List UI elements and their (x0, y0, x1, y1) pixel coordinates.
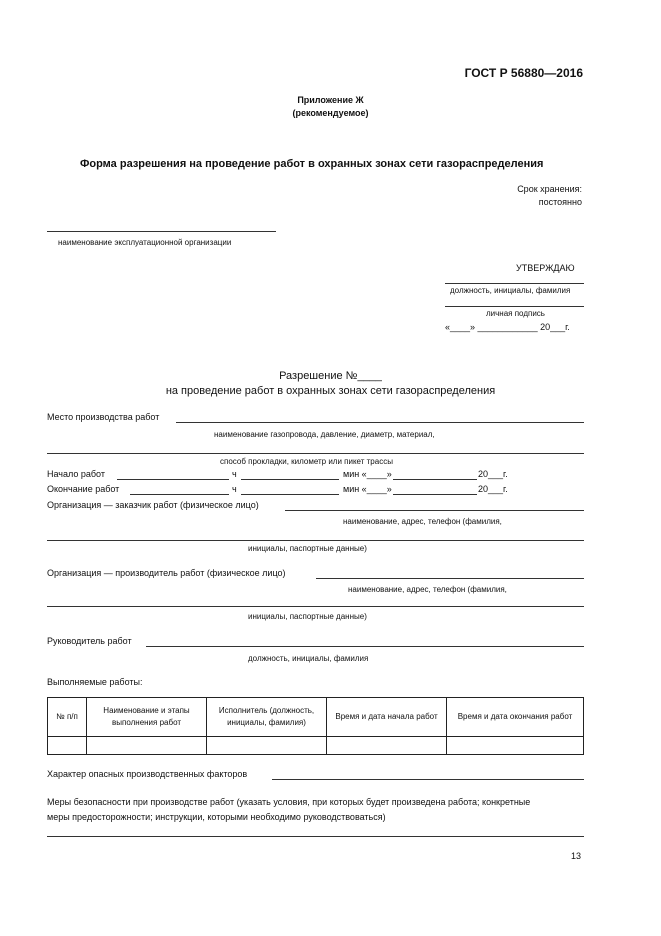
table-header-start-time: Время и дата начала работ (327, 698, 447, 737)
permit-title: Разрешение №____ (279, 370, 382, 382)
place-caption-2: способ прокладки, километр или пикет трассы (220, 457, 393, 466)
end-min: мин «____» (343, 484, 392, 494)
appendix-title: Приложение Ж (297, 95, 364, 105)
table-header-end-time: Время и дата окончания работ (447, 698, 584, 737)
end-month-line (393, 494, 477, 495)
safety-text: Меры безопасности при производстве работ (указать условия, при которых будет произведена работа; конкретные (47, 797, 531, 807)
start-hour-line (241, 479, 339, 480)
safety-line (47, 836, 584, 837)
contractor-caption: наименование, адрес, телефон (фамилия, (348, 585, 507, 594)
start-min: мин «____» (343, 469, 392, 479)
table-header-work-name: Наименование и этапы выполнения работ (87, 698, 207, 737)
contractor-line-2 (47, 606, 584, 607)
start-label: Начало работ (47, 469, 105, 479)
works-label: Выполняемые работы: (47, 677, 143, 687)
safety-text-2: меры предосторожности; инструкции, которыми необходимо руководствоваться) (47, 812, 386, 822)
place-line (176, 422, 584, 423)
start-month-line (393, 479, 477, 480)
table-cell[interactable] (447, 737, 584, 755)
customer-caption: наименование, адрес, телефон (фамилия, (343, 517, 502, 526)
customer-label: Организация — заказчик работ (физическое лицо) (47, 500, 259, 510)
customer-caption-2: инициалы, паспортные данные) (248, 544, 367, 553)
end-year: 20___г. (478, 484, 508, 494)
head-caption: должность, инициалы, фамилия (248, 654, 369, 663)
storage-value: постоянно (538, 197, 582, 207)
head-line (146, 646, 584, 647)
hazards-line (272, 779, 584, 780)
permit-subtitle: на проведение работ в охранных зонах сети газораспределения (165, 385, 496, 397)
approval-date: «____» ____________ 20___г. (445, 322, 570, 332)
start-hour: ч (232, 469, 237, 479)
start-date-line (117, 479, 229, 480)
place-label: Место производства работ (47, 412, 160, 422)
table-header-executor: Исполнитель (должность, инициалы, фамилия) (207, 698, 327, 737)
contractor-label: Организация — производитель работ (физическое лицо) (47, 568, 286, 578)
hazards-label: Характер опасных производственных факторов (47, 769, 248, 779)
storage-label: Срок хранения: (517, 184, 582, 194)
table-row (48, 737, 584, 755)
approval-signature-line (445, 306, 584, 307)
approval-signature-caption: личная подпись (486, 309, 545, 318)
organization-caption: наименование эксплуатационной организации (58, 238, 232, 247)
organization-line (47, 231, 276, 232)
customer-line (285, 510, 584, 511)
customer-line-2 (47, 540, 584, 541)
approval-title: УТВЕРЖДАЮ (516, 263, 575, 273)
end-hour-line (241, 494, 339, 495)
end-date-line (130, 494, 229, 495)
contractor-caption-2: инициалы, паспортные данные) (248, 612, 367, 621)
end-label: Окончание работ (47, 484, 120, 494)
standard-number: ГОСТ Р 56880—2016 (464, 66, 583, 80)
appendix-subtitle: (рекомендуемое) (292, 108, 369, 118)
table-cell[interactable] (87, 737, 207, 755)
table-cell[interactable] (327, 737, 447, 755)
page-number: 13 (571, 851, 582, 861)
table-header-number: № п/п (48, 698, 87, 737)
place-caption: наименование газопровода, давление, диаметр, материал, (214, 430, 435, 439)
approval-position-line (445, 283, 584, 284)
table-cell[interactable] (207, 737, 327, 755)
contractor-line (316, 578, 584, 579)
table-cell[interactable] (48, 737, 87, 755)
start-year: 20___г. (478, 469, 508, 479)
approval-position-caption: должность, инициалы, фамилия (450, 286, 571, 295)
table-header-row (48, 698, 584, 737)
works-table (47, 697, 584, 755)
place-line-2 (47, 453, 584, 454)
end-hour: ч (232, 484, 237, 494)
form-title: Форма разрешения на проведение работ в охранных зонах сети газораспределения (80, 158, 544, 170)
head-label: Руководитель работ (47, 636, 132, 646)
